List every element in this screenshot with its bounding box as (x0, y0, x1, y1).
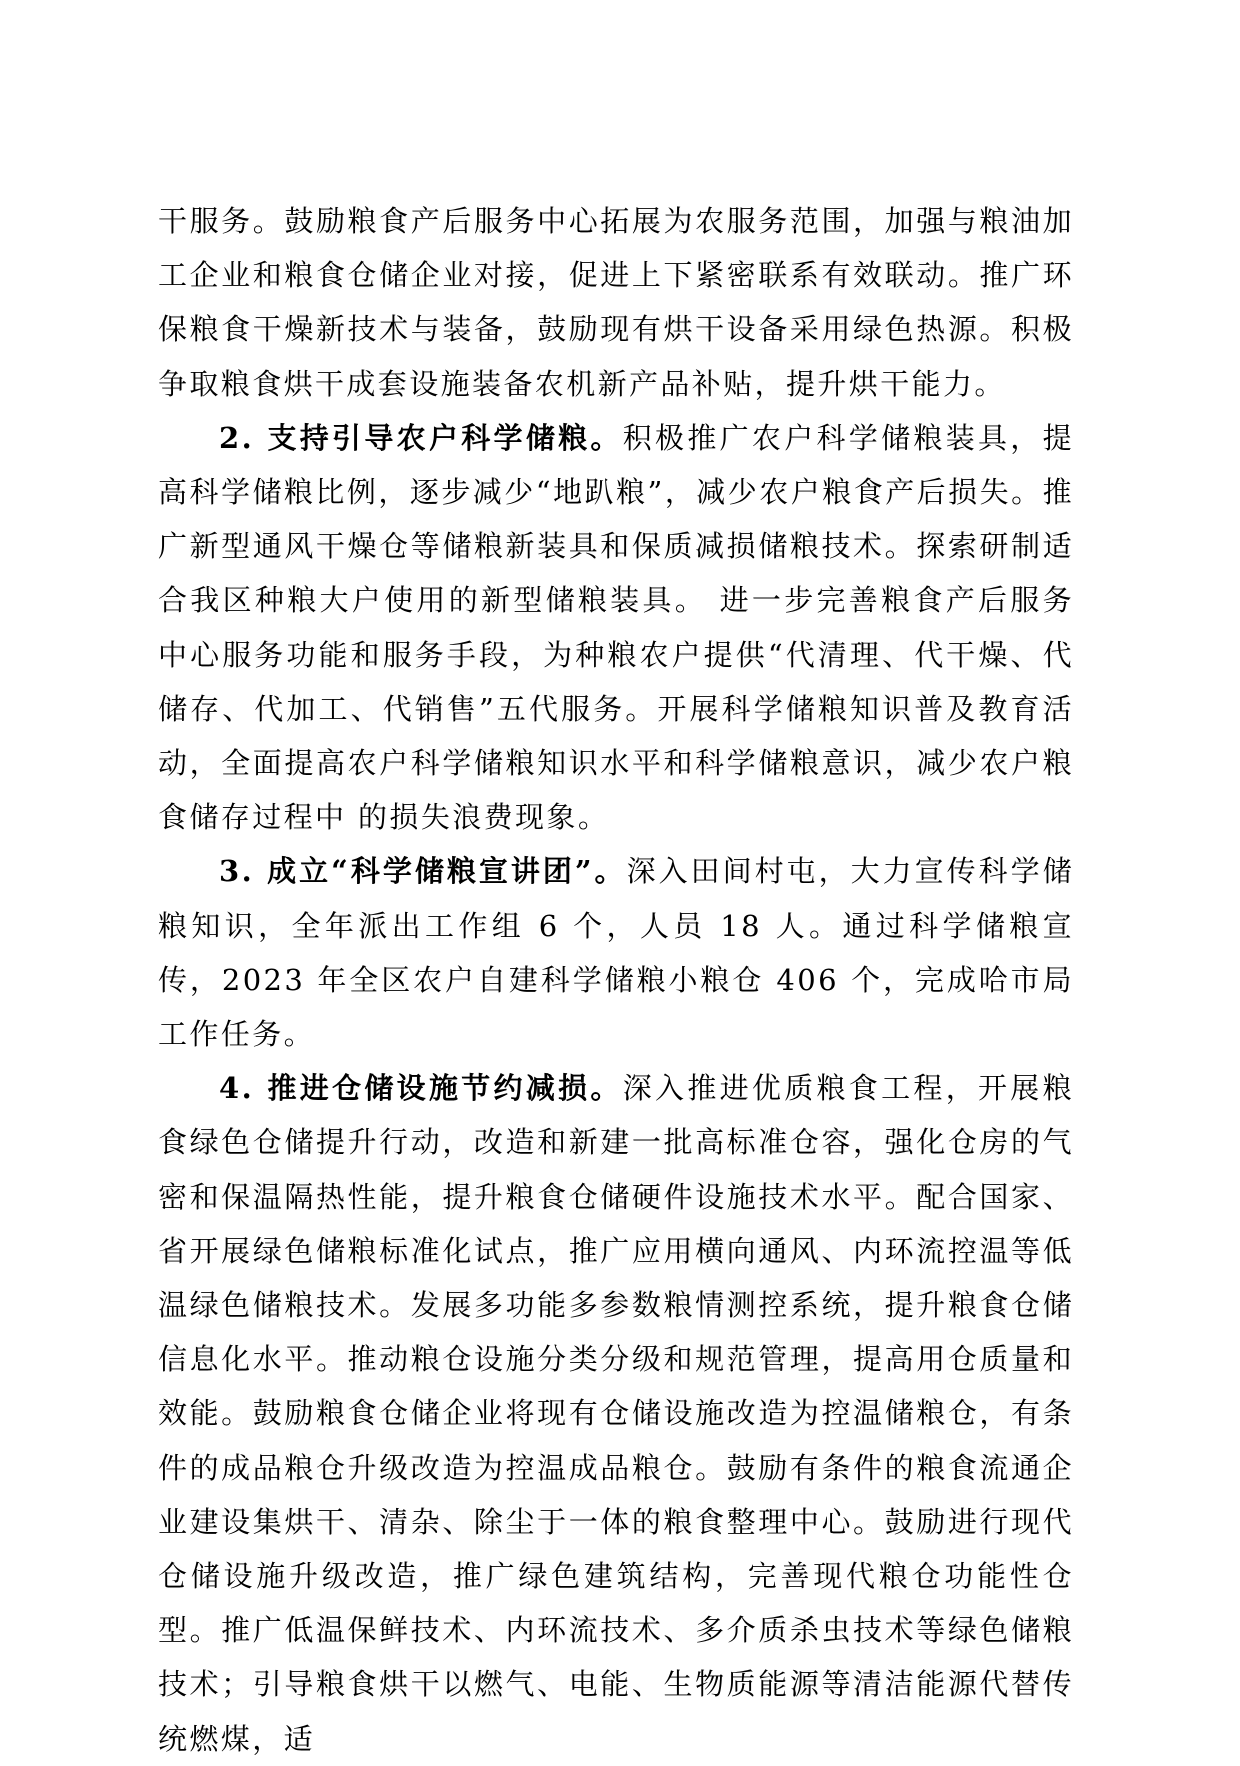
section-heading-4: 4. 推进仓储设施节约减损。 (219, 1071, 623, 1106)
paragraph-body: 深入推进优质粮食工程，开展粮食绿色仓储提升行动，改造和新建一批高标准仓容，强化仓房的气密和保温隔热性能，提升粮食仓储硬件设施技术水平。配合国家、省开展绿色储粮标准化试点，推广应用横向通风、内环流控温等低温绿色储粮技术。发展多功能多参数粮情测控系统，提升粮食仓储信息化水平。推动粮仓设施分类分级和规范管理，提高用仓质量和效能。鼓励粮食仓储企业将现有仓储设施改造为控温储粮仓，有条件的成品粮仓升级改造为控温成品粮仓。鼓励有条件的粮食流通企业建设集烘干、清杂、除尘于一体的粮食整理中心。鼓励进行现代仓储设施升级改造，推广绿色建筑结构，完善现代粮仓功能性仓型。推广低温保鲜技术、内环流技术、多介质杀虫技术等绿色储粮技术；引导粮食烘干以燃气、电能、生物质能源等清洁能源代替传统燃煤，适 (158, 1071, 1074, 1756)
paragraph-body: 深入田间村屯，大力宣传科学储粮知识，全年派出工作组 6 个，人员 18 人。通过科学储粮宣传，2023 年全区农户自建科学储粮小粮仓 406 个，完成哈市局工作任务。 (158, 854, 1074, 1052)
section-heading-2: 2. 支持引导农户科学储粮。 (219, 420, 623, 455)
paragraph-body: 积极推广农户科学储粮装具，提高科学储粮比例，逐步减少“地趴粮”，减少农户粮食产后损失。推广新型通风干燥仓等储粮新装具和保质减损储粮技术。探索研制适合我区种粮大户使用的新型储粮装具。 进一步完善粮食产后服务中心服务功能和服务手段，为种粮农户提供“代清理、代干燥、代储存、代加工、代销售”五代服务。开展科学储粮知识普及教育活动，全面提高农户科学储粮知识水平和科学储粮意识，减少农户粮食储存过程中 的损失浪费现象。 (158, 420, 1074, 835)
paragraph-body: 干服务。鼓励粮食产后服务中心拓展为农服务范围，加强与粮油加工企业和粮食仓储企业对接，促进上下紧密联系有效联动。推广环保粮食干燥新技术与装备，鼓励现有烘干设备采用绿色热源。积极争取粮食烘干成套设施装备农机新产品补贴，提升烘干能力。 (158, 204, 1074, 401)
paragraph-warehouse-facilities (158, 1061, 1074, 1766)
document-body (158, 194, 1074, 1766)
paragraph-drying-services (158, 194, 1074, 411)
section-heading-3: 3. 成立“科学储粮宣讲团”。 (219, 854, 627, 889)
paragraph-lecture-group (158, 844, 1074, 1061)
paragraph-farmer-storage (158, 411, 1074, 845)
